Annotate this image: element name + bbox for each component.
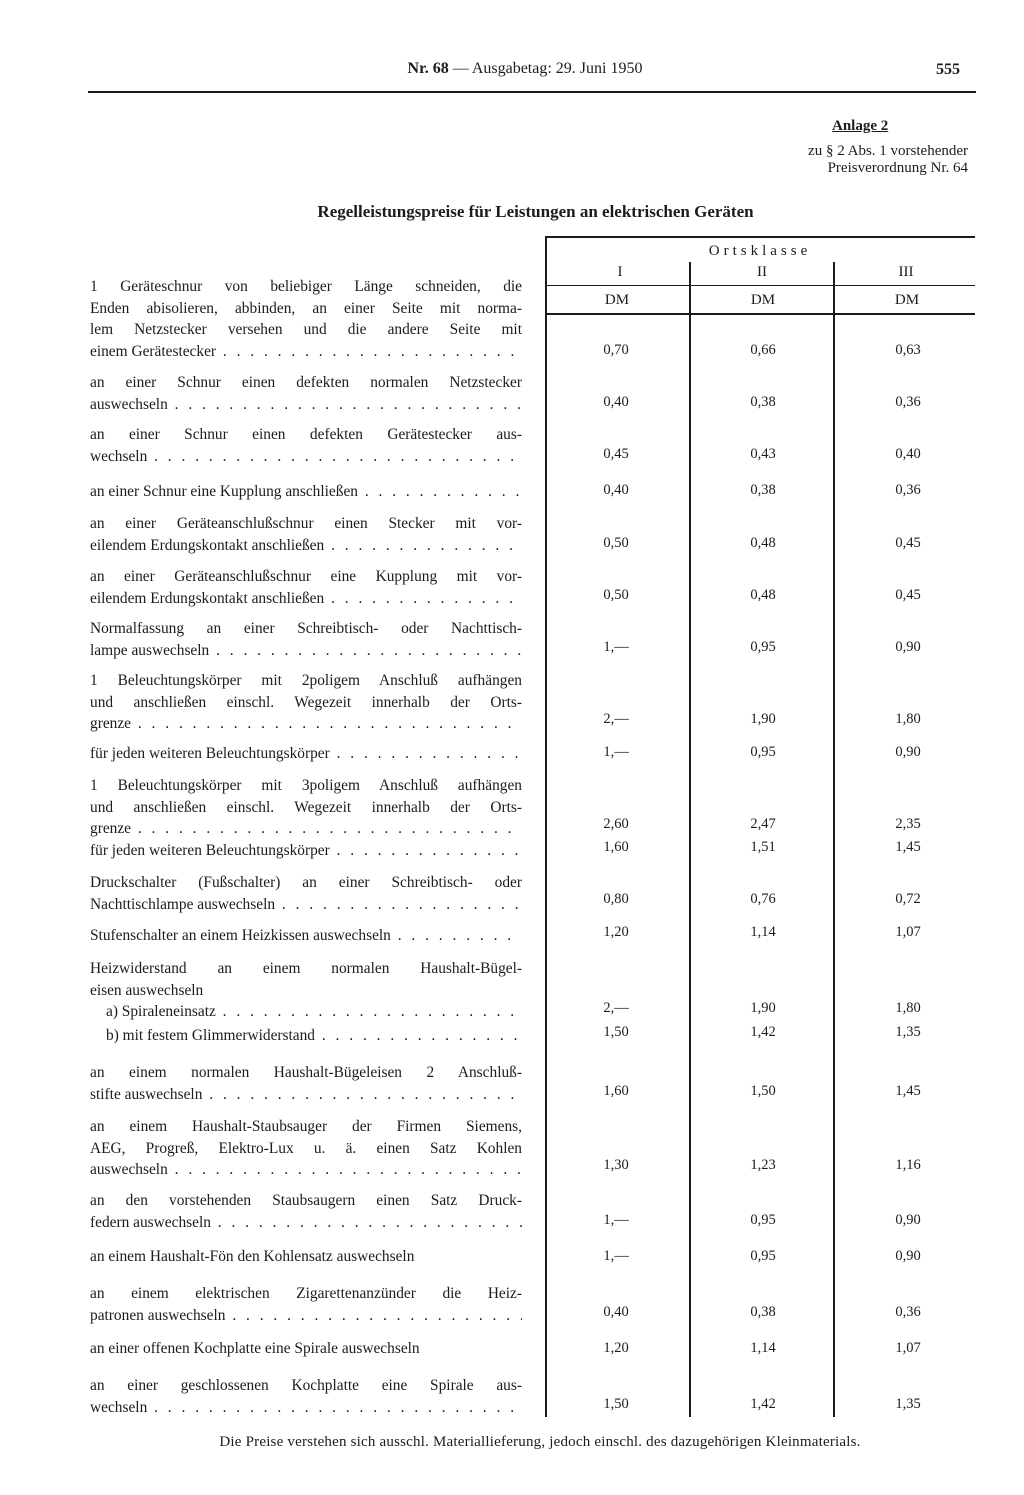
footer-note: Die Preise verstehen sich ausschl. Materiallieferung, jedoch einschl. des dazugehörigen Kleinmaterials.: [219, 1434, 861, 1450]
price-class-2: 0,95: [750, 639, 776, 655]
description-line: auswechseln . . .: [90, 1159, 522, 1181]
description-line: Normalfassung an einer Schreibtisch- oder Nachttisch-: [90, 620, 522, 637]
description-line: einem Gerätestecker . . .: [90, 341, 522, 363]
description-line: an einem normalen Haushalt-Bügeleisen 2 Anschluß-: [90, 1064, 522, 1081]
table-row-description: [90, 1116, 522, 1181]
description-line: für jeden weiteren Beleuchtungskörper . . .: [90, 840, 522, 862]
description-line: grenze . . .: [90, 818, 522, 840]
price-class-3: 1,35: [895, 1396, 921, 1412]
table-row-description: [90, 276, 522, 362]
column-divider-2: [833, 262, 835, 1417]
table-top-rule: [545, 236, 975, 238]
column-header-1: I: [617, 264, 623, 280]
price-class-3: 0,63: [895, 342, 921, 358]
price-class-2: 0,95: [750, 1212, 776, 1228]
table-row-description: [90, 1190, 522, 1233]
table-row-description: [90, 1001, 522, 1023]
price-class-1: 2,—: [603, 1000, 629, 1016]
description-line: an einer Geräteanschlußschnur einen Stecker mit vor-: [90, 515, 522, 532]
price-class-1: 2,—: [603, 711, 629, 727]
price-class-1: 1,—: [603, 1248, 629, 1264]
description-line: eisen auswechseln: [90, 981, 204, 999]
description-line: grenze . . .: [90, 713, 522, 735]
issue-date: — Ausgabetag: 29. Juni 1950: [448, 60, 643, 77]
price-class-3: 1,45: [895, 1083, 921, 1099]
description-line: an einem Haushalt-Fön den Kohlensatz auswechseln: [90, 1248, 415, 1265]
table-left-border: [545, 237, 547, 1417]
column-header-3: III: [898, 264, 914, 280]
price-class-2: 0,48: [750, 587, 776, 603]
price-class-2: 0,43: [750, 446, 776, 462]
price-class-1: 0,50: [603, 587, 629, 603]
table-row-description: [90, 925, 522, 947]
table-row-description: [90, 1025, 522, 1047]
price-class-3: 1,16: [895, 1157, 921, 1173]
description-line: und anschließen einschl. Wegezeit innerhalb der Orts-: [90, 798, 522, 816]
price-class-3: 1,07: [895, 924, 921, 940]
price-class-2: 1,42: [750, 1396, 776, 1412]
price-class-1: 1,50: [603, 1024, 629, 1040]
price-class-1: 2,60: [603, 816, 629, 832]
description-line: federn auswechseln . . .: [90, 1212, 522, 1234]
description-line: 1 Beleuchtungskörper mit 2poligem Anschluß aufhängen: [90, 672, 522, 689]
table-row-description: [90, 372, 522, 415]
price-class-2: 1,14: [750, 924, 776, 940]
unit-header-2: DM: [750, 292, 776, 308]
price-class-3: 0,36: [895, 482, 921, 498]
price-class-1: 0,80: [603, 891, 629, 907]
price-class-2: 1,50: [750, 1083, 776, 1099]
annex-reference-line-1: zu § 2 Abs. 1 vorstehender: [808, 143, 968, 159]
price-class-3: 1,07: [895, 1340, 921, 1356]
description-line: eilendem Erdungskontakt anschließen . . .: [90, 535, 522, 557]
table-row-description: [90, 670, 522, 735]
price-class-3: 1,80: [895, 1000, 921, 1016]
price-class-1: 1,60: [603, 1083, 629, 1099]
price-class-2: 2,47: [750, 816, 776, 832]
price-class-2: 0,48: [750, 535, 776, 551]
description-line: patronen auswechseln . . .: [90, 1305, 522, 1327]
price-class-3: 0,90: [895, 639, 921, 655]
page-number: 555: [936, 61, 960, 78]
price-class-3: 0,90: [895, 1248, 921, 1264]
table-row-description: [90, 872, 522, 915]
price-class-1: 1,30: [603, 1157, 629, 1173]
description-line: 1 Geräteschnur von beliebiger Länge schneiden, die: [90, 278, 522, 295]
issue-number: Nr. 68: [407, 60, 449, 77]
price-class-1: 1,—: [603, 744, 629, 760]
description-line: a) Spiraleneinsatz . . .: [90, 1001, 522, 1023]
description-line: b) mit festem Glimmerwiderstand . . .: [90, 1025, 522, 1047]
description-line: und anschließen einschl. Wegezeit innerhalb der Orts-: [90, 693, 522, 711]
price-class-1: 1,—: [603, 1212, 629, 1228]
price-class-3: 0,90: [895, 744, 921, 760]
price-class-3: 0,90: [895, 1212, 921, 1228]
description-line: auswechseln . . .: [90, 394, 522, 416]
price-class-3: 2,35: [895, 816, 921, 832]
price-class-3: 1,80: [895, 711, 921, 727]
price-class-1: 0,40: [603, 1304, 629, 1320]
description-line: Stufenschalter an einem Heizkissen auswechseln . . .: [90, 925, 522, 947]
description-line: Nachttischlampe auswechseln . . .: [90, 894, 522, 916]
description-line: Druckschalter (Fußschalter) an einer Schreibtisch- oder: [90, 874, 522, 891]
price-class-2: 1,14: [750, 1340, 776, 1356]
column-divider-1: [689, 262, 691, 1417]
description-line: an den vorstehenden Staubsaugern einen Satz Druck-: [90, 1192, 522, 1209]
description-line: an einem Haushalt-Staubsauger der Firmen Siemens,: [90, 1118, 522, 1135]
price-class-1: 1,20: [603, 924, 629, 940]
price-class-2: 1,42: [750, 1024, 776, 1040]
price-class-1: 0,70: [603, 342, 629, 358]
price-class-2: 0,38: [750, 482, 776, 498]
price-class-2: 1,90: [750, 711, 776, 727]
table-row-description: [90, 566, 522, 609]
price-class-2: 0,66: [750, 342, 776, 358]
price-class-2: 0,95: [750, 744, 776, 760]
price-class-2: 1,23: [750, 1157, 776, 1173]
table-row-description: [90, 958, 522, 1001]
table-row-description: [90, 481, 522, 503]
description-line: an einer Geräteanschlußschnur eine Kupplung mit vor-: [90, 568, 522, 585]
description-line: an einer Schnur einen defekten normalen Netzstecker: [90, 374, 522, 391]
price-class-2: 1,51: [750, 839, 776, 855]
issue-header: [360, 60, 690, 78]
price-class-3: 0,40: [895, 446, 921, 462]
column-header-2: II: [757, 264, 767, 280]
price-class-3: 0,45: [895, 587, 921, 603]
ortsklasse-header: Ortsklasse: [708, 243, 812, 259]
price-class-1: 1,—: [603, 639, 629, 655]
table-row-description: [90, 840, 522, 862]
annex-reference-line-2: Preisverordnung Nr. 64: [827, 160, 968, 176]
description-line: eilendem Erdungskontakt anschließen . . .: [90, 588, 522, 610]
price-class-1: 0,45: [603, 446, 629, 462]
table-row-description: [90, 1283, 522, 1326]
price-class-1: 1,50: [603, 1396, 629, 1412]
description-line: wechseln . . .: [90, 1397, 522, 1419]
document-title: Regelleistungspreise für Leistungen an elektrischen Geräten: [317, 202, 754, 221]
description-line: lampe auswechseln . . .: [90, 640, 522, 662]
description-line: AEG, Progreß, Elektro-Lux u. ä. einen Satz Kohlen: [90, 1139, 522, 1157]
price-class-2: 0,76: [750, 891, 776, 907]
price-class-3: 1,45: [895, 839, 921, 855]
description-line: für jeden weiteren Beleuchtungskörper . . .: [90, 743, 522, 765]
description-line: Heizwiderstand an einem normalen Haushalt-Bügel-: [90, 960, 522, 977]
price-class-3: 0,45: [895, 535, 921, 551]
price-class-1: 0,50: [603, 535, 629, 551]
price-class-1: 1,20: [603, 1340, 629, 1356]
table-row-description: [90, 1246, 522, 1268]
table-units-rule: [545, 313, 975, 315]
table-row-description: [90, 618, 522, 661]
price-class-3: 0,36: [895, 394, 921, 410]
description-line: an einer geschlossenen Kochplatte eine Spirale aus-: [90, 1377, 522, 1394]
annex-title: Anlage 2: [832, 118, 889, 134]
price-class-1: 1,60: [603, 839, 629, 855]
description-line: wechseln . . .: [90, 446, 522, 468]
description-line: stifte auswechseln . . .: [90, 1084, 522, 1106]
table-row-description: [90, 1338, 522, 1360]
price-class-2: 0,38: [750, 1304, 776, 1320]
price-class-1: 0,40: [603, 482, 629, 498]
description-line: Enden abisolieren, abbinden, an einer Seite mit norma-: [90, 299, 522, 317]
unit-header-1: DM: [604, 292, 630, 308]
description-line: 1 Beleuchtungskörper mit 3poligem Anschluß aufhängen: [90, 777, 522, 794]
table-row-description: [90, 775, 522, 840]
table-row-description: [90, 1062, 522, 1105]
table-header-rule: [545, 285, 975, 286]
price-class-2: 0,95: [750, 1248, 776, 1264]
description-line: an einem elektrischen Zigarettenanzünder die Heiz-: [90, 1285, 522, 1302]
price-class-1: 0,40: [603, 394, 629, 410]
header-rule: [88, 91, 976, 93]
price-class-2: 0,38: [750, 394, 776, 410]
description-line: an einer Schnur eine Kupplung anschließen . . .: [90, 481, 522, 503]
unit-header-3: DM: [894, 292, 920, 308]
table-row-description: [90, 424, 522, 467]
table-row-description: [90, 513, 522, 556]
price-class-3: 0,72: [895, 891, 921, 907]
table-row-description: [90, 1375, 522, 1418]
price-class-2: 1,90: [750, 1000, 776, 1016]
description-line: an einer offenen Kochplatte eine Spirale auswechseln: [90, 1340, 420, 1357]
price-class-3: 1,35: [895, 1024, 921, 1040]
table-row-description: [90, 743, 522, 765]
description-line: lem Netzstecker versehen und die andere Seite mit: [90, 321, 522, 338]
price-class-3: 0,36: [895, 1304, 921, 1320]
description-line: an einer Schnur einen defekten Gerätestecker aus-: [90, 426, 522, 443]
